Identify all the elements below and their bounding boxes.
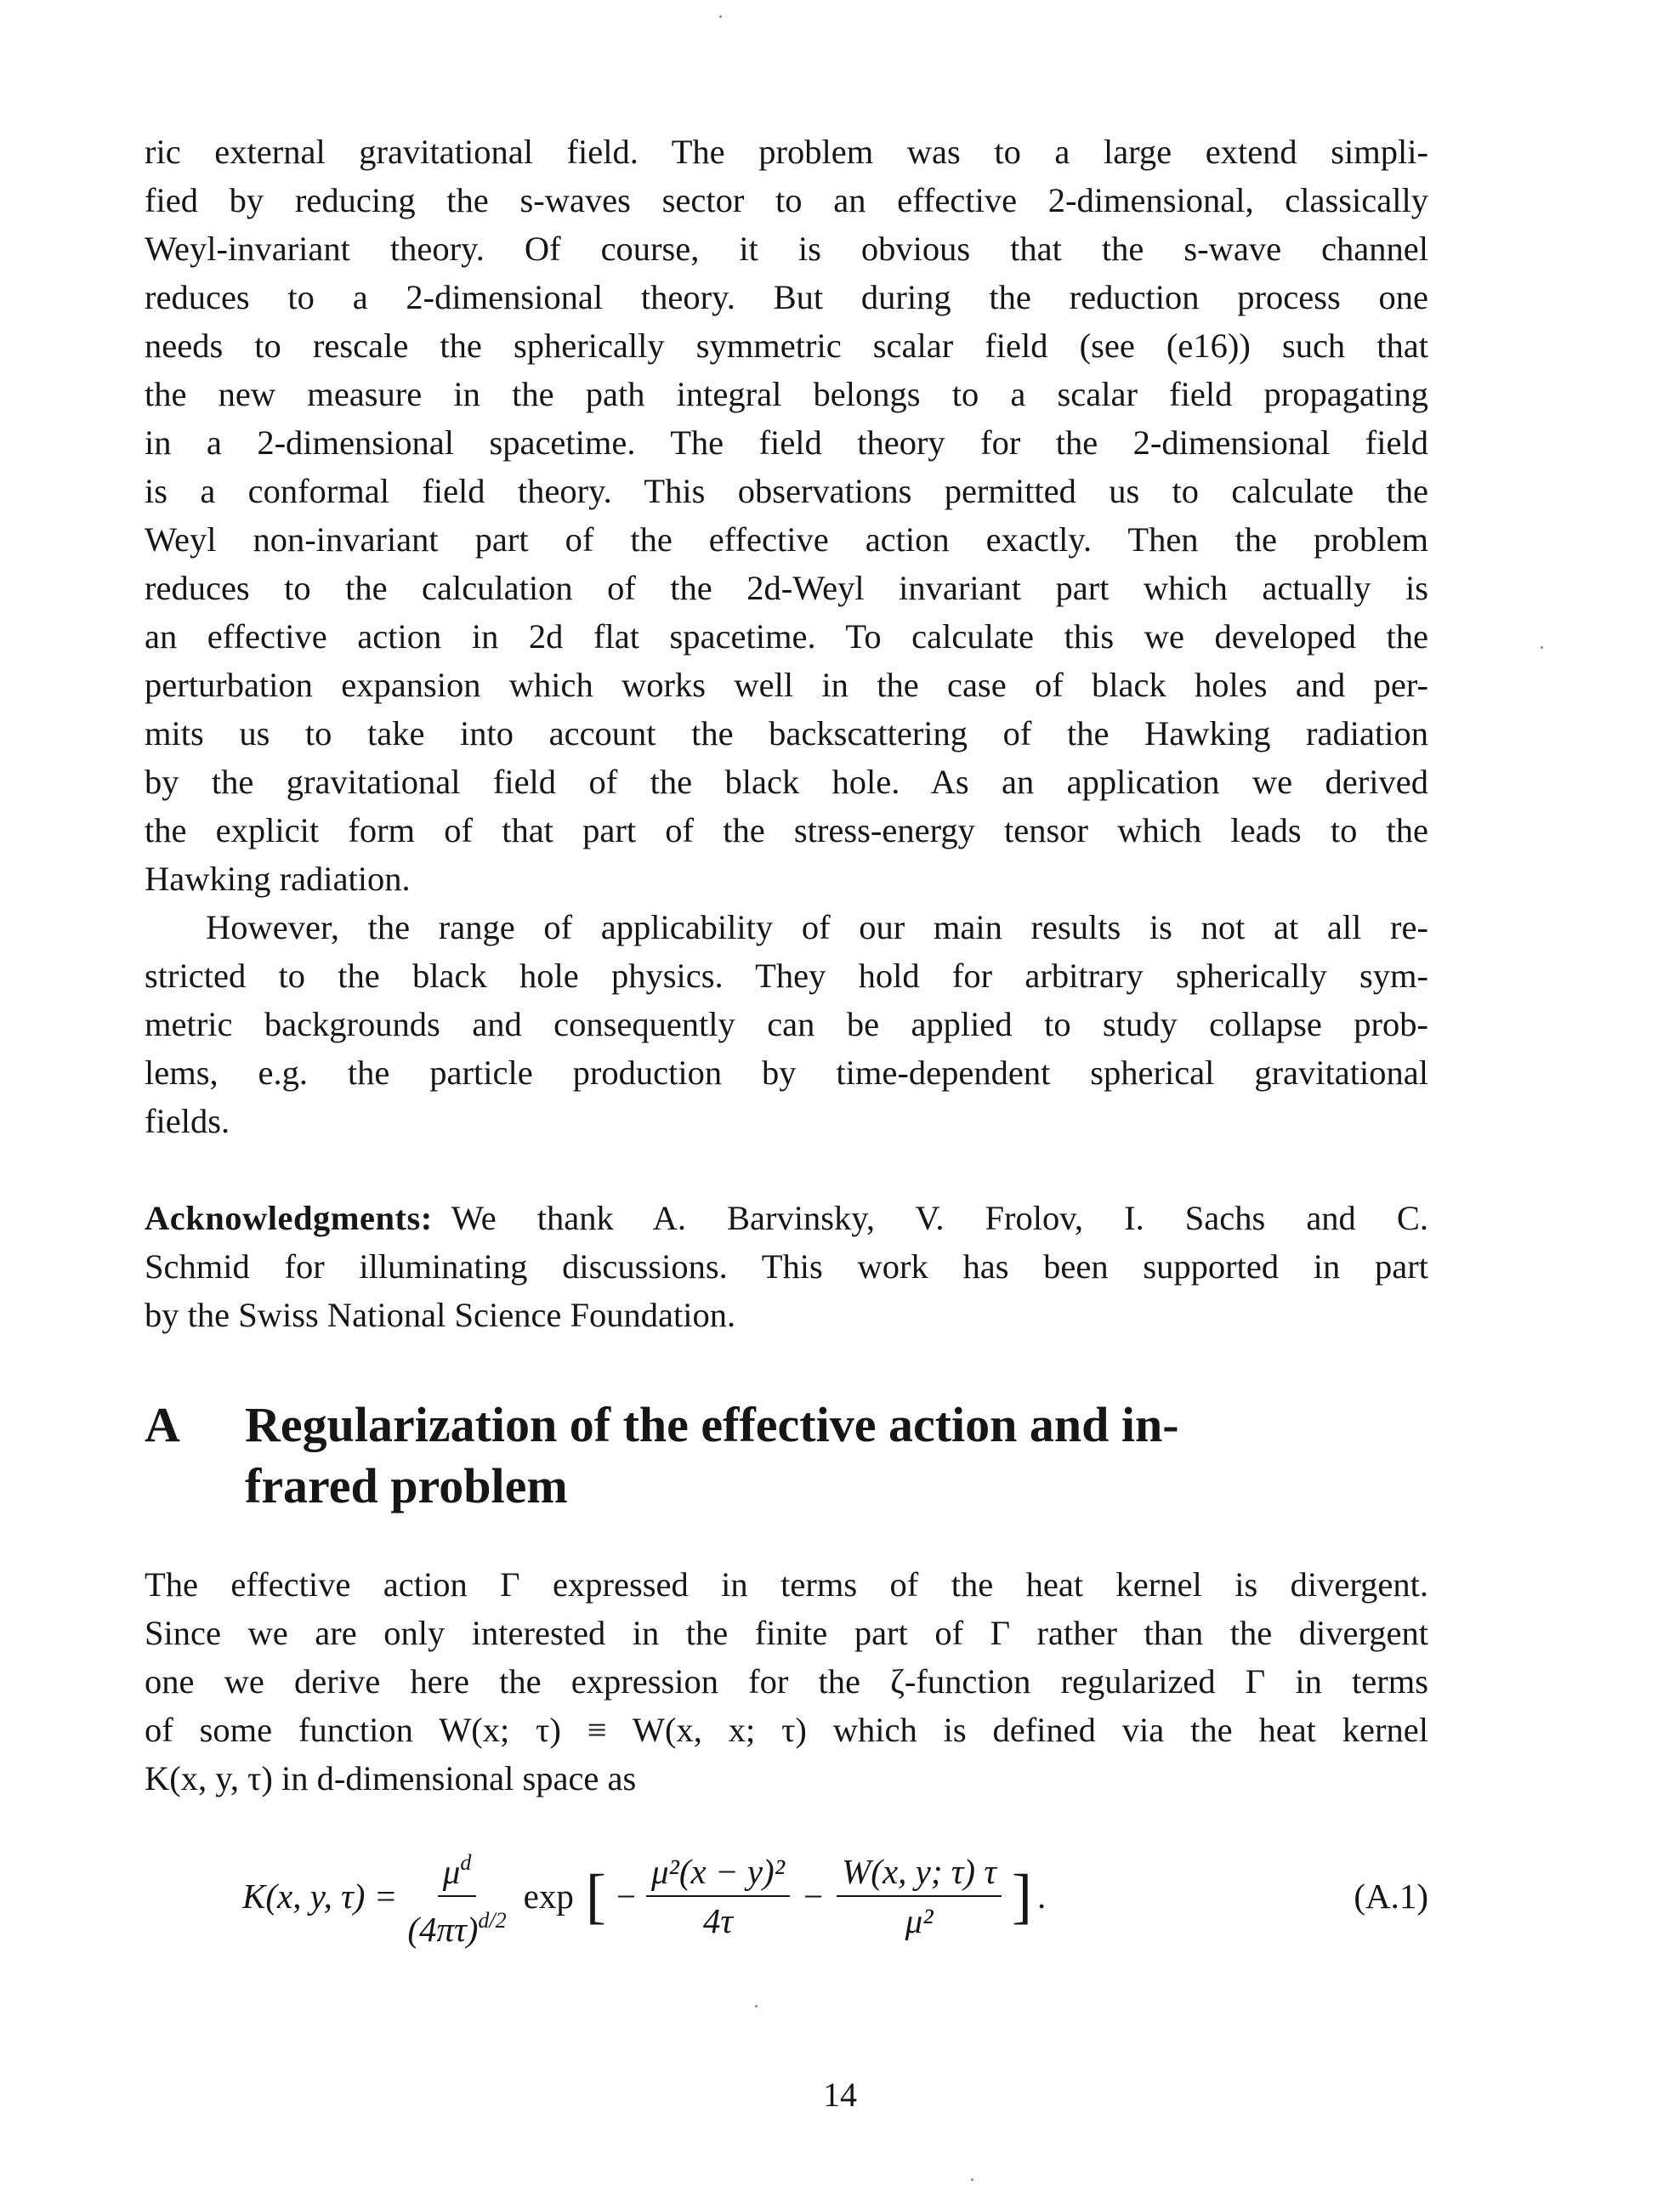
scan-speck: [1541, 646, 1543, 649]
text-line: by the gravitational field of the black hole. As an application we derived: [145, 763, 1428, 801]
paragraph-conclusion: [145, 128, 1428, 903]
section-number: A: [145, 1397, 180, 1452]
text-line: reduces to a 2-dimensional theory. But during the reduction process one: [145, 278, 1428, 316]
fraction-prefactor: [402, 1843, 511, 1950]
minus-sign: −: [803, 1877, 824, 1916]
acknowledgments: [145, 1194, 1428, 1339]
text-line: of some function W(x; τ) ≡ W(x, x; τ) which is defined via the heat kernel: [145, 1711, 1428, 1749]
minus-sign: −: [616, 1877, 636, 1916]
fraction-w-term: [837, 1851, 1002, 1941]
main-text: [145, 128, 1428, 1339]
text-line: lems, e.g. the particle production by time-dependent spherical gravitational: [145, 1053, 1428, 1092]
acknowledgments-text: We thank A. Barvinsky, V. Frolov, I. Sachs and C.: [451, 1199, 1428, 1237]
text-line: fied by reducing the s-waves sector to an effective 2-dimensional, classically: [145, 181, 1428, 219]
scan-speck: [719, 15, 722, 18]
close-bracket: ]: [1012, 1862, 1032, 1930]
text-line: K(x, y, τ) in d-dimensional space as: [145, 1759, 637, 1797]
text-line: mits us to take into account the backscattering of the Hawking radiation: [145, 714, 1428, 752]
text-line: an effective action in 2d flat spacetime. To calculate this we developed the: [145, 617, 1428, 656]
denominator-base: (4πτ): [407, 1910, 479, 1949]
text-line: Hawking radiation.: [145, 860, 411, 898]
scan-speck: [755, 2005, 758, 2007]
section-text: [145, 1560, 1428, 1803]
fraction-denominator: [402, 1897, 511, 1950]
equation-label: (A.1): [1354, 1877, 1428, 1916]
scan-speck: [971, 2178, 973, 2181]
text-line: Weyl non-invariant part of the effective action exactly. Then the problem: [145, 520, 1428, 559]
text-line: needs to rescale the spherically symmetric scalar field (see (e16)) such that: [145, 327, 1428, 365]
text-line: one we derive here the expression for the ζ-function regularized Γ in terms: [145, 1662, 1428, 1701]
text-line: Schmid for illuminating discussions. This work has been supported in part: [145, 1247, 1428, 1286]
fraction-gaussian: [646, 1851, 790, 1941]
section-title: [245, 1394, 1428, 1517]
text-line: by the Swiss National Science Foundation.: [145, 1296, 736, 1334]
fraction-denominator: 4τ: [702, 1901, 734, 1940]
text-line: the explicit form of that part of the stress-energy tensor which leads to the: [145, 811, 1428, 849]
fraction-denominator: μ²: [905, 1901, 934, 1940]
mu-symbol: μ: [442, 1852, 461, 1891]
text-line: fields.: [145, 1102, 230, 1140]
equation-body: [242, 1837, 1046, 1956]
text-line: The effective action Γ expressed in terms of the heat kernel is divergent.: [145, 1565, 1428, 1604]
equation-lhs: K(x, y, τ) =: [242, 1877, 398, 1916]
equation-a1: [145, 1837, 1428, 1956]
text-line: stricted to the black hole physics. They hold for arbitrary spherically sym-: [145, 957, 1428, 995]
text-line: However, the range of applicability of our main results is not at all re-: [206, 908, 1428, 946]
section-heading: [145, 1394, 1428, 1517]
text-line: Weyl-invariant theory. Of course, it is obvious that the s-wave channel: [145, 230, 1428, 268]
paragraph-regularization: [145, 1560, 1428, 1803]
text-line: the new measure in the path integral belongs to a scalar field propagating: [145, 375, 1428, 413]
text-line: perturbation expansion which works well in the case of black holes and per-: [145, 666, 1428, 704]
exp-function: exp: [523, 1877, 574, 1916]
section-title-line: Regularization of the effective action and in-: [245, 1397, 1179, 1452]
equation-period: .: [1036, 1877, 1047, 1916]
paragraph-applicability: [145, 903, 1428, 1145]
superscript: d/2: [478, 1908, 507, 1933]
fraction-numerator: W(x, y; τ) τ: [837, 1851, 1002, 1897]
fraction-numerator: μ²(x − y)²: [646, 1851, 790, 1897]
text-line: in a 2-dimensional spacetime. The field theory for the 2-dimensional field: [145, 423, 1428, 462]
acknowledgments-heading: Acknowledgments:: [145, 1199, 433, 1237]
text-line: ric external gravitational field. The problem was to a large extend simpli-: [145, 133, 1428, 171]
text-line: Since we are only interested in the finite part of Γ rather than the divergent: [145, 1614, 1428, 1652]
text-line: is a conformal field theory. This observations permitted us to calculate the: [145, 472, 1428, 510]
text-line: metric backgrounds and consequently can be applied to study collapse prob-: [145, 1005, 1428, 1043]
open-bracket: [: [585, 1862, 606, 1930]
text-line: reduces to the calculation of the 2d-Weyl invariant part which actually is: [145, 569, 1428, 607]
text-line: [145, 1194, 1428, 1242]
page-number: 14: [823, 2076, 857, 2114]
superscript: d: [460, 1850, 472, 1875]
section-title-line: frared problem: [245, 1458, 568, 1513]
fraction-numerator: [438, 1843, 477, 1897]
